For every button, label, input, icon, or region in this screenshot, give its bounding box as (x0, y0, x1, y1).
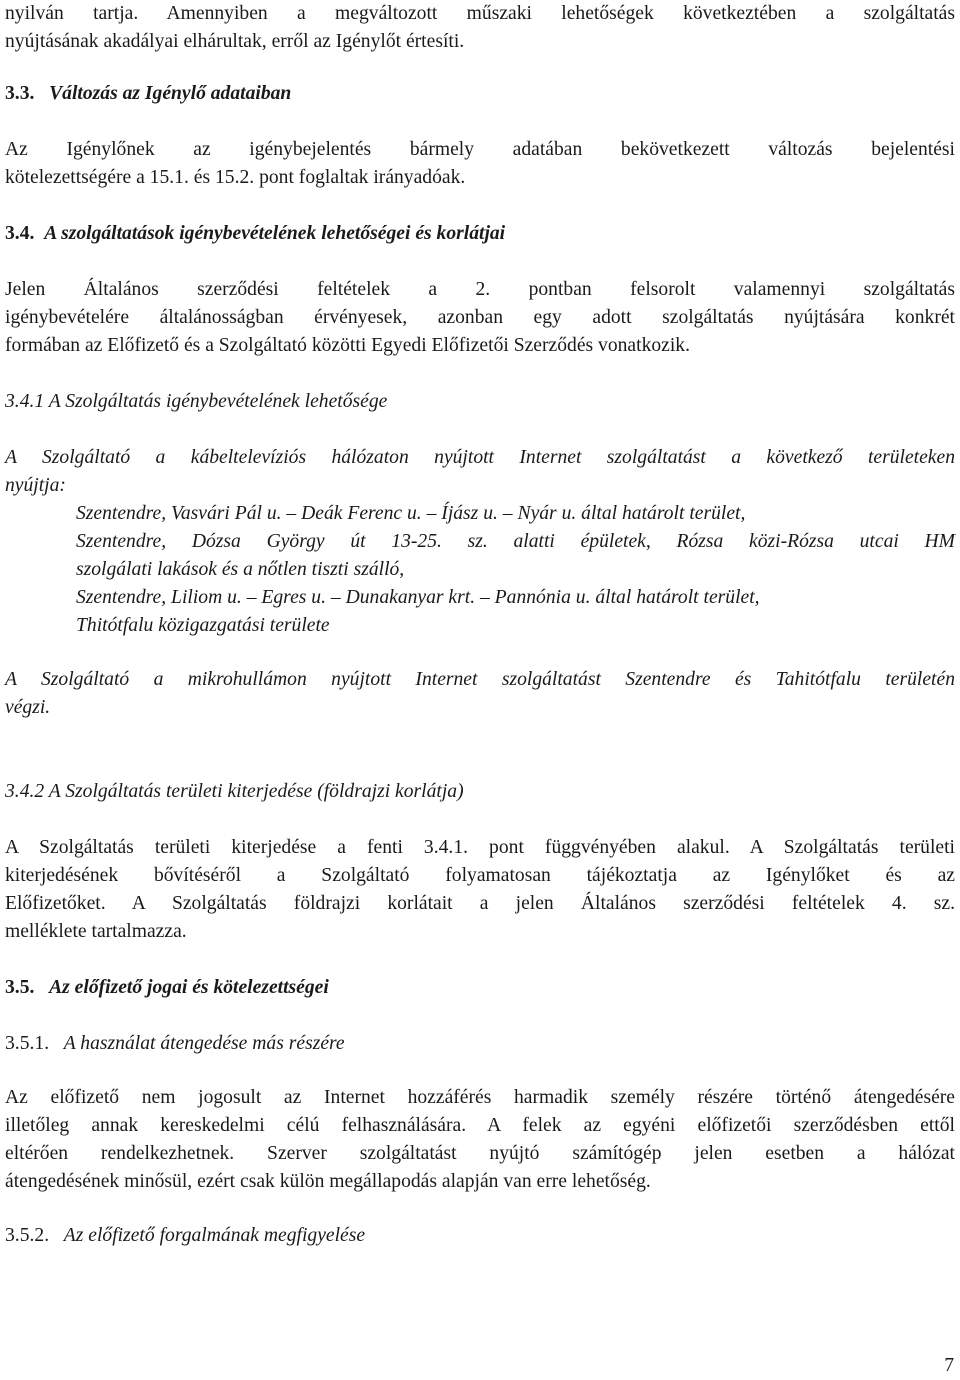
page-number: 7 (944, 1355, 954, 1376)
section-3-3-heading (5, 80, 955, 108)
section-3-4-1-p2-line-1: A Szolgáltató a mikrohullámon nyújtott Internet szolgáltatást Szentendre és Tahitótfalu területén (5, 669, 955, 690)
section-3-5-title: Az előfizető jogai és kötelezettségei (49, 977, 329, 998)
section-3-4-number: 3.4. (5, 223, 35, 244)
section-3-5-2-number: 3.5.2. (5, 1225, 50, 1246)
section-3-4-2-line-3: Előfizetőket. A Szolgáltatás földrajzi korlátait a jelen Általános szerződési feltételek 4. sz. (5, 893, 955, 914)
section-3-4-2-line-1: A Szolgáltatás területi kiterjedése a fenti 3.4.1. pont függvényében alakul. A Szolgáltatás területi (5, 837, 955, 858)
section-3-5-1-line-1: Az előfizető nem jogosult az Internet hozzáférés harmadik személy részére történő átengedésére (5, 1087, 955, 1108)
intro-line-2: nyújtásának akadályai elhárultak, erről az Igénylőt értesíti. (5, 31, 465, 52)
section-3-4-2-line-4: melléklete tartalmazza. (5, 921, 187, 942)
area-list-item-4: Szentendre, Liliom u. – Egres u. – Dunakanyar krt. – Pannónia u. által határolt terület, (76, 587, 760, 608)
section-3-5-1-line-2: illetőleg annak kereskedelmi célú felhasználására. A felek az egyéni előfizetői szerződésben ettől (5, 1115, 955, 1136)
section-3-5-1-number: 3.5.1. (5, 1033, 50, 1054)
section-3-4-1-heading: 3.4.1 A Szolgáltatás igénybevételének lehetősége (5, 391, 388, 412)
section-3-4-line-3: formában az Előfizető és a Szolgáltató közötti Egyedi Előfizetői Szerződés vonatkozik. (5, 335, 690, 356)
section-3-5-heading (5, 974, 955, 1002)
section-3-4-line-2: igénybevételére általánosságban érvényesek, azonban egy adott szolgáltatás nyújtására konkrét (5, 307, 955, 328)
section-3-5-1-heading (5, 1030, 955, 1058)
area-list (5, 500, 955, 640)
area-list-item-3: szolgálati lakások és a nőtlen tiszti szálló, (76, 559, 405, 580)
section-3-4-1-p2-line-2: végzi. (5, 697, 51, 718)
area-list-item-1: Szentendre, Vasvári Pál u. – Deák Ferenc u. – Íjász u. – Nyár u. által határolt terület, (76, 503, 746, 524)
section-3-3-number: 3.3. (5, 83, 35, 104)
section-3-4-line-1: Jelen Általános szerződési feltételek a 2. pontban felsorolt valamennyi szolgáltatás (5, 279, 955, 300)
section-3-3-line-1: Az Igénylőnek az igénybejelentés bármely adatában bekövetkezett változás bejelentési (5, 139, 955, 160)
section-3-5-1-title: A használat átengedése más részére (63, 1033, 345, 1054)
section-3-5-2-title: Az előfizető forgalmának megfigyelése (63, 1225, 366, 1246)
section-3-5-1-line-4: átengedésének minősül, ezért csak külön megállapodás alapján van erre lehetőség. (5, 1171, 651, 1192)
area-list-item-5: Thitótfalu közigazgatási területe (76, 615, 330, 636)
section-3-3-title: Változás az Igénylő adataiban (49, 83, 292, 104)
section-3-5-1-line-3: eltérően rendelkezhetnek. Szerver szolgáltatást nyújtó számítógép jelen esetben a hálózat (5, 1143, 955, 1164)
area-list-item-2: Szentendre, Dózsa György út 13-25. sz. alatti épületek, Rózsa közi-Rózsa utcai HM (76, 531, 955, 552)
intro-line-1: nyilván tartja. Amennyiben a megváltozott műszaki lehetőségek következtében a szolgáltatás (5, 3, 955, 24)
section-3-4-title: A szolgáltatások igénybevételének lehetőségei és korlátjai (44, 223, 506, 244)
section-3-4-1-p1-line-1: A Szolgáltató a kábeltelevíziós hálózaton nyújtott Internet szolgáltatást a következő területeken (5, 447, 955, 468)
section-3-4-2-heading: 3.4.2 A Szolgáltatás területi kiterjedése (földrajzi korlátja) (5, 781, 464, 802)
section-3-4-2-line-2: kiterjedésének bővítéséről a Szolgáltató folyamatosan tájékoztatja az Igénylőket és az (5, 865, 955, 886)
section-3-4-heading (5, 220, 955, 248)
section-3-4-1-p1-line-2: nyújtja: (5, 475, 66, 496)
section-3-5-number: 3.5. (5, 977, 35, 998)
section-3-5-2-heading (5, 1222, 955, 1250)
section-3-3-line-2: kötelezettségére a 15.1. és 15.2. pont foglaltak irányadóak. (5, 167, 466, 188)
